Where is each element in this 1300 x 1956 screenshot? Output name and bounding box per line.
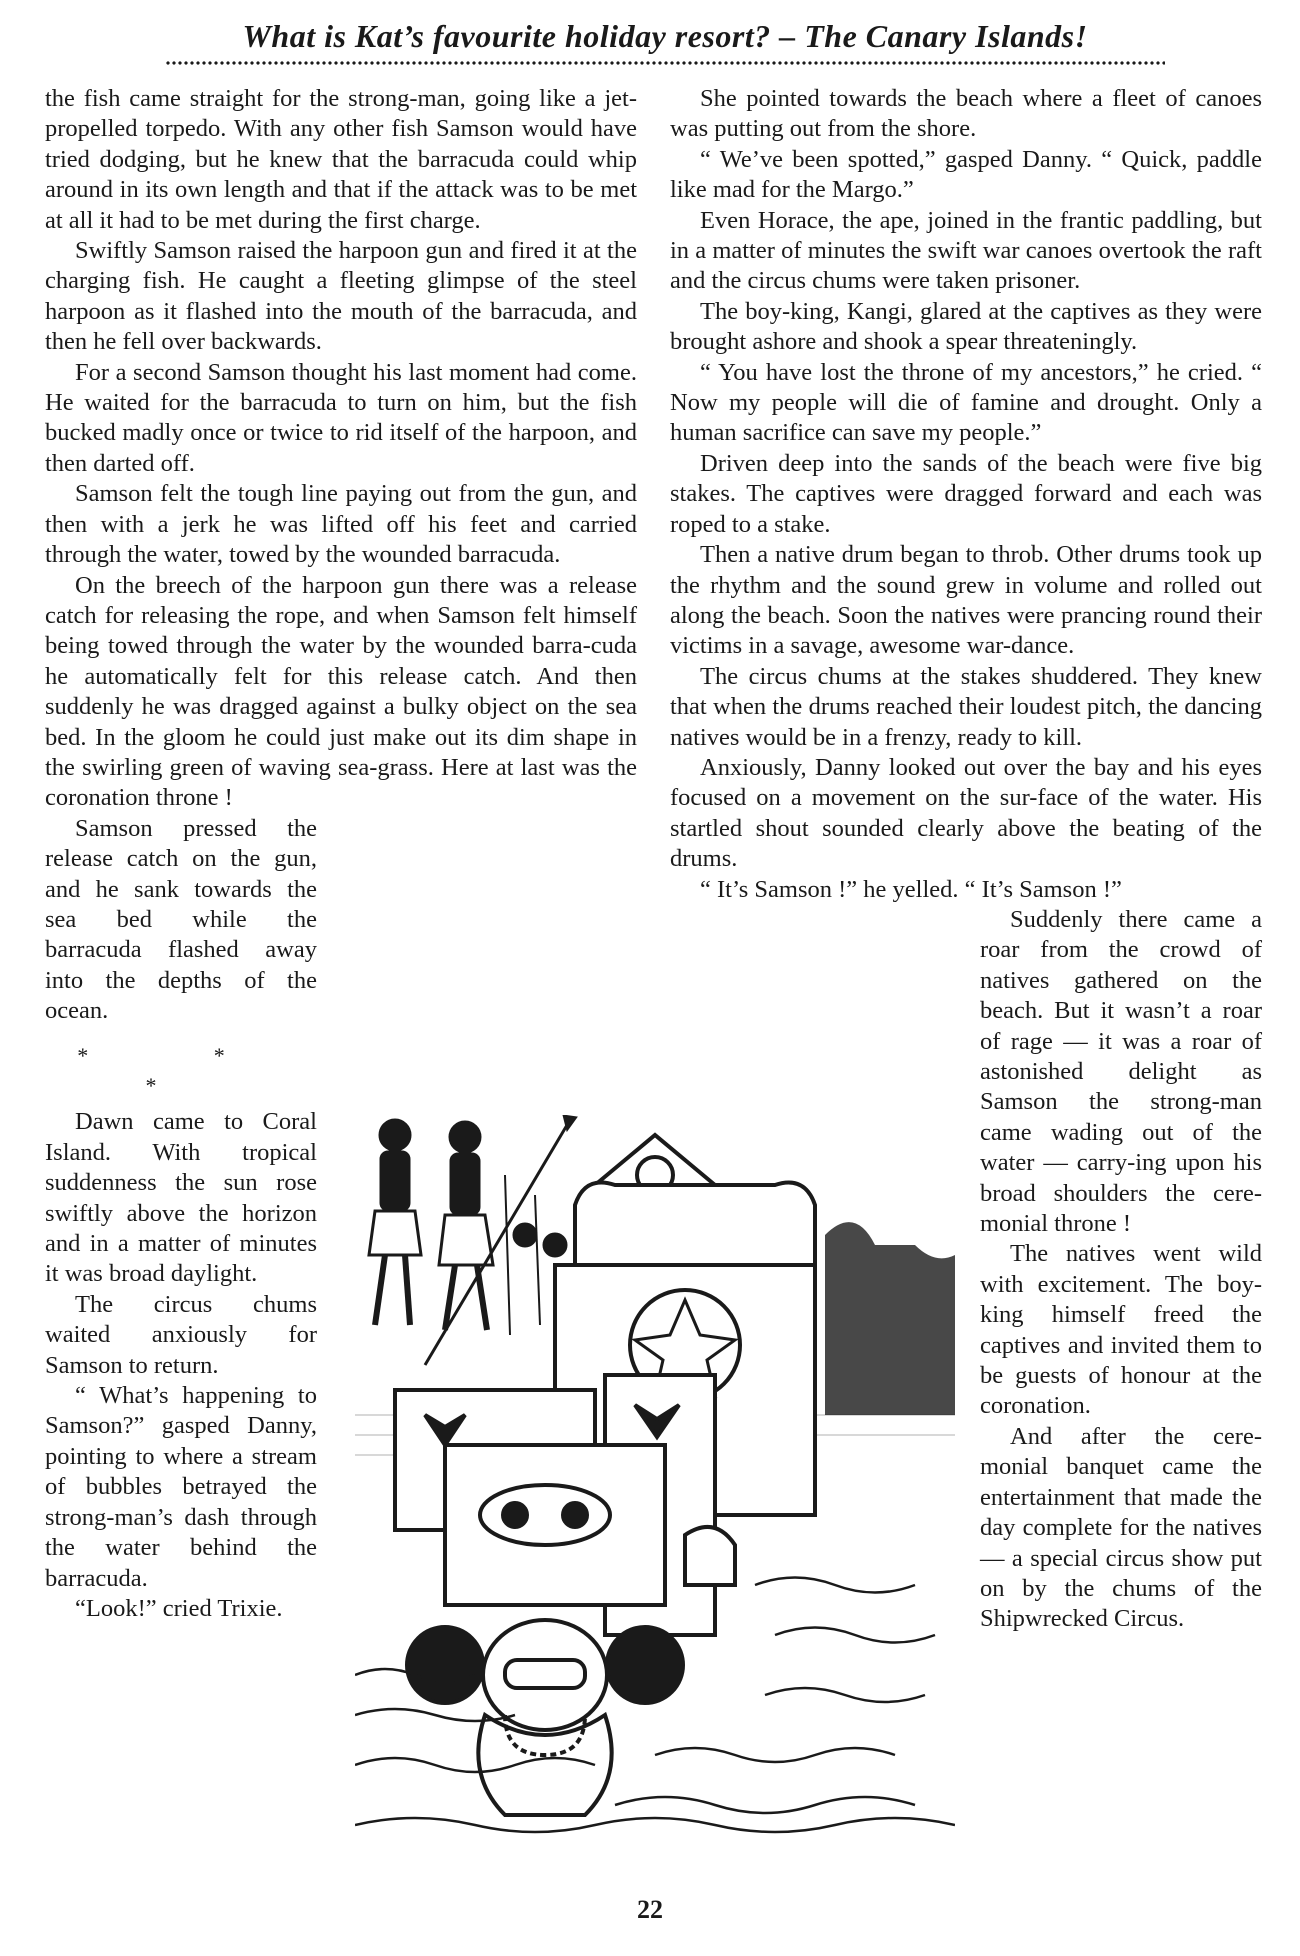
paragraph: Swiftly Samson raised the harpoon gun and fired it at the charging fish. He caught a fleeting glimpse of the steel harpoon as it flashed into the mouth of the barracuda, and then he fell over backwards. xyxy=(45,237,637,356)
paragraph: “ We’ve been spotted,” gasped Danny. “ Quick, paddle like mad for the Margo.” xyxy=(670,145,1262,204)
paragraph: Anxiously, Danny looked out over the bay and his eyes focused on a movement on the sur-face of the water. His startled shout sounded clearly above the beating of the drums. xyxy=(670,753,1262,873)
paragraph: The circus chums waited anxiously for Samson to return. xyxy=(45,1290,317,1379)
distant-shore xyxy=(825,1222,955,1415)
paragraph: The circus chums at the stakes shuddered. They knew that when the drums reached their loudest pitch, the dancing natives would be in a frenzy, ready to kill. xyxy=(670,662,1262,751)
paragraph: The boy-king, Kangi, glared at the captives as they were brought ashore and shook a spear threateningly. xyxy=(670,297,1262,356)
paragraph: Dawn came to Coral Island. With tropical suddenness the sun rose swiftly above the horizon and in a matter of minutes it was broad daylight. xyxy=(45,1108,317,1288)
paragraph: Suddenly there came a roar from the crowd of natives gathered on the beach. But it wasn’t a roar of rage — it was a roar of astonished delight as Samson the strong-man came wading out of the water — carry-ing upon his broad shoulders the cere-monial throne ! xyxy=(980,905,1262,1238)
page-number: 22 xyxy=(637,1895,663,1924)
header-dotted-rule xyxy=(165,60,1165,66)
samson-throne-illustration xyxy=(355,1115,955,1850)
paragraph: The natives went wild with excitement. The boy-king himself freed the captives and invited them to be guests of honour at the coronation. xyxy=(980,1240,1262,1420)
paragraph: She pointed towards the beach where a fleet of canoes was putting out from the shore. xyxy=(670,85,1262,143)
natives-group xyxy=(369,1115,577,1365)
paragraph: Driven deep into the sands of the beach were five big stakes. The captives were dragged forward and each was roped to a stake. xyxy=(670,449,1262,538)
paragraph: the fish came straight for the strong-man, going like a jet-propelled torpedo. With any other fish Samson would have tried dodging, but he knew that the barracuda could whip around in its own length and that if the attack was to be met at all it had to be met during the first charge. xyxy=(45,85,637,234)
paragraph: And after the cere-monial banquet came the entertainment that made the day complete for the natives — a special circus show put on by the chums of the Shipwrecked Circus. xyxy=(980,1422,1262,1633)
page-header-title: What is Kat’s favourite holiday resort? – The Canary Islands! xyxy=(242,18,1088,54)
paragraph: “ What’s happening to Samson?” gasped Danny, pointing to where a stream of bubbles betrayed the strong-man’s dash through the water behind the barracuda. xyxy=(45,1382,317,1592)
paragraph: For a second Samson thought his last moment had come. He waited for the barracuda to turn on him, but the fish bucked madly once or twice to rid itself of the harpoon, and then darted off. xyxy=(45,358,637,477)
paragraph: Then a native drum began to throb. Other drums took up the rhythm and the sound grew in volume and rolled out along the beach. Soon the natives were prancing round their victims in a savage, awesome war-dance. xyxy=(670,541,1262,660)
paragraph: “ You have lost the throne of my ancestors,” he cried. “ Now my people will die of famine and drought. Only a human sacrifice can save my people.” xyxy=(670,358,1262,447)
paragraph: Samson pressed the release catch on the gun, and he sank towards the sea bed while the barracuda flashed away into the depths of the ocean. xyxy=(45,814,317,1025)
paragraph: Even Horace, the ape, joined in the frantic paddling, but in a matter of minutes the swift war canoes overtook the raft and the circus chums were taken prisoner. xyxy=(670,206,1262,295)
paragraph: On the breech of the harpoon gun there was a release catch for releasing the rope, and when Samson felt himself being towed through the water by the wounded barra-cuda he automatically felt for this release catch. And then suddenly he was dragged against a bulky object on the sea bed. In the gloom he could just make out its dim shape in the swirling green of waving sea-grass. Here at last was the coronation throne ! xyxy=(45,571,637,812)
paragraph: “Look!” cried Trixie. xyxy=(75,1594,283,1622)
section-break-stars: * * * xyxy=(77,1042,285,1098)
paragraph: “ It’s Samson !” he yelled. “ It’s Samson !” xyxy=(700,875,1122,903)
paragraph: Samson felt the tough line paying out from the gun, and then with a jerk he was lifted off his feet and carried through the water, towed by the wounded barracuda. xyxy=(45,480,637,569)
